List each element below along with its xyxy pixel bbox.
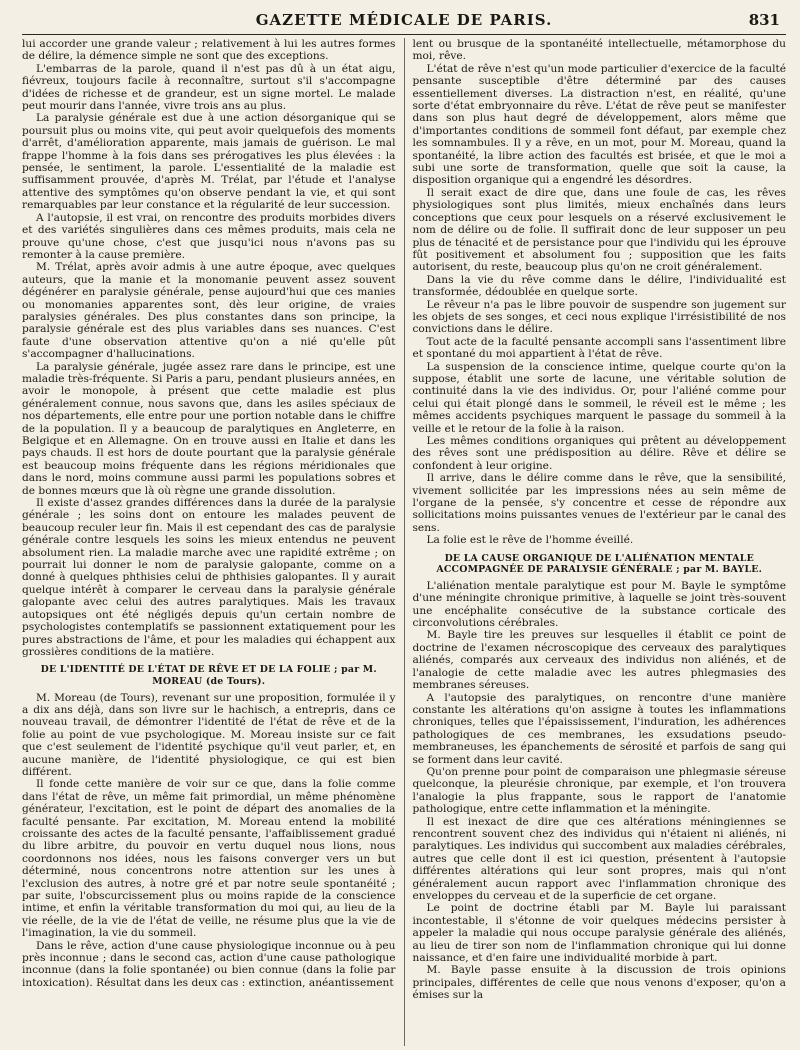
paragraph: Il serait exact de dire que, dans une foule de cas, les rêves physiologiques sont plus limités, mieux enchaînés dans leurs conceptions que ceux pour lesquels on a réservé exclusivement le nom de délire ou de folie. Il suffirait donc de leur supposer un peu plus de ténacité et de persistance pour que l'individu qui les éprouve fût positivement et absolument fou ; supposition que les faits autorisent, du reste, beaucoup plus qu'on ne croit généralement. xyxy=(412,186,786,274)
paragraph: M. Bayle tire les preuves sur lesquelles il établit ce point de doctrine de l'examen nécroscopique des cerveaux des paralytiques aliénés, comparés aux cerveaux des individus non aliénés, et de l'analogie de cette maladie avec les autres phlegmasies des membranes séreuses. xyxy=(412,629,786,692)
paragraph: L'aliénation mentale paralytique est pour M. Bayle le symptôme d'une méningite chronique primitive, à laquelle se joint très-souvent une encéphalite consécutive de la substance corticale des circonvolutions cérébrales. xyxy=(412,579,786,630)
paragraph: La folie est le rêve de l'homme éveillé. xyxy=(426,534,634,547)
paragraph: A l'autopsie, il est vrai, on rencontre des produits morbides divers et des variétés singulières dans ces mêmes produits, mais cela ne prouve qu'une chose, c'est que jusqu'ici nous n'avons pas su remonter à la cause première. xyxy=(22,211,396,261)
paragraph: Dans la vie du rêve comme dans le délire, l'individualité est transformée, dédoublée en quelque sorte. xyxy=(412,273,786,299)
journal-title: GAZETTE MÉDICALE DE PARIS. xyxy=(255,11,553,29)
paragraph: La suspension de la conscience intime, quelque courte qu'on la suppose, établit une sorte de lacune, une véritable solution de continuité dans la vie des individus. Or, pour l'aliéné comme pour celui qui était plongé dans le sommeil, le réveil est le même ; les mêmes accidents psychiques marquent le passage du sommeil à la veille et le retour de la folie à la raison. xyxy=(412,360,786,435)
paragraph: Les mêmes conditions organiques qui prêtent au développement des rêves sont une prédisposition au délire. Rêve et délire se confondent à leur origine. xyxy=(412,435,786,472)
paragraph: Le rêveur n'a pas le libre pouvoir de suspendre son jugement sur les objets de ses songes, et ceci nous explique l'irrésistibilité de nos convictions dans le délire. xyxy=(412,298,786,336)
section-heading: DE LA CAUSE ORGANIQUE DE L'ALIÉNATION MENTALE ACCOMPAGNÉE DE PARALYSIE GÉNÉRALE ; par M. BAYLE. xyxy=(436,552,763,576)
paragraph: L'état de rêve n'est qu'un mode particulier d'exercice de la faculté pensante susceptible d'être déterminé par des causes essentiellement diverses. La distraction n'est, en réalité, qu'une sorte d'état embryonnaire du rêve. L'état de rêve peut se manifester dans son plus haut degré de développement, alors même que d'importantes conditions de sommeil font défaut, par exemple chez les somnambules. Il y a rêve, en un mot, pour M. Moreau, quand la spontanéité, la libre action des facultés est brisée, et que le moi a subi une sorte de transformation, quelle que soit la cause, la disposition organique qui a engendré les désordres. xyxy=(412,62,786,187)
paragraph: Le point de doctrine établi par M. Bayle lui paraissant incontestable, il s'étonne de voir quelques médecins persister à appeler la maladie qui nous occupe paralysie générale des aliénés, au lieu de tirer son nom de l'inflammation chronique qui lui donne naissance, et d'en faire une individualité morbide à part. xyxy=(412,902,786,965)
paragraph: Dans le rêve, action d'une cause physiologique inconnue ou à peu près inconnue ; dans le second cas, action d'une cause pathologique inconnue (dans la folie spontanée) ou bien connue (dans la folie par intoxication). Résultat dans les deux cas : extinction, anéantissement xyxy=(22,939,396,989)
paragraph: M. Trélat, après avoir admis à une autre époque, avec quelques auteurs, que la manie et la monomanie peuvent assez souvent dégénérer en paralysie générale, pense aujourd'hui que ces manies ou monomanies apparentes sont, dès leur origine, de vraies paralysies générales. Des plus constantes dans son principe, la paralysie générale est des plus variables dans ses nuances. C'est faute d'une observation attentive qu'on a nié qu'elle pût s'accompagner d'hallucinations. xyxy=(22,261,396,361)
left-column xyxy=(22,38,405,1046)
paragraph: Il existe d'assez grandes différences dans la durée de la paralysie générale ; les soins dont on entoure les malades peuvent de beaucoup reculer leur fin. Mais il est cependant des cas de paralysie générale contre lesquels les soins les mieux entendus ne peuvent absolument rien. La maladie marche avec une rapidité extrême ; on pourrait lui donner le nom de paralysie galopante, comme on a donné à quelques phthisies celui de phthisies galopantes. Il y aurait quelque intérêt à comparer le cerveau dans la paralysie générale galopante avec celui des autres paralytiques. Mais les travaux autopsiques ont été négligés depuis qu'un certain nombre de psychologistes contemplatifs se passionnent extatiquement pour les pures abstractions de l'âme, et pour les maladies qui échappent aux grossières conditions de la matière. xyxy=(22,497,396,658)
right-column xyxy=(405,38,787,1046)
paragraph: L'embarras de la parole, quand il n'est pas dû à un état aigu, fiévreux, toujours facile à reconnaître, surtout s'il s'accompagne d'idées de richesse et de grandeur, est un signe mortel. Le malade peut mourir dans l'année, vivre trois ans au plus. xyxy=(22,62,396,113)
paragraph: Il est inexact de dire que ces altérations méningiennes se rencontrent souvent chez des individus qui n'étaient ni aliénés, ni paralytiques. Les individus qui succombent aux maladies cérébrales, autres que celle dont il est ici question, présentent à l'autopsie différentes altérations qui leur sont propres, mais qui n'ont généralement aucun rapport avec l'inflammation chronique des enveloppes du cerveau et de la superficie de cet organe. xyxy=(412,815,786,902)
paragraph: Tout acte de la faculté pensante accompli sans l'assentiment libre et spontané du moi appartient à l'état de rêve. xyxy=(412,335,786,361)
paragraph: La paralysie générale est due à une action désorganique qui se poursuit plus ou moins vite, qui peut avoir quelquefois des moments d'arrêt, d'amélioration apparente, mais jamais de guérison. Le mal frappe l'homme à la fois dans ses prérogatives les plus élevées : la pensée, le sentiment, la parole. L'essentialité de la maladie est suffisamment prouvée, d'après M. Trélat, par l'étude et l'analyse attentive des symptômes qu'on observe pendant la vie, et qui sont remarquables par leur constance et la régularité de leur succession. xyxy=(22,112,396,212)
paragraph: Qu'on prenne pour point de comparaison une phlegmasie séreuse quelconque, la pleurésie chronique, par exemple, et l'on trouvera l'analogie la plus frappante, sous le rapport de l'anatomie pathologique, entre cette inflammation et la méningite. xyxy=(412,765,786,816)
running-header xyxy=(22,0,786,35)
paragraph: Il arrive, dans le délire comme dans le rêve, que la sensibilité, vivement sollicitée par les impressions nées au sein même de l'organe de la pensée, s'y concentre et cesse de répondre aux sollicitations moins puissantes venues de l'extérieur par le canal des sens. xyxy=(412,472,786,534)
paragraph: M. Moreau (de Tours), revenant sur une proposition, formulée il y a dix ans déjà, dans son livre sur le hachisch, a entrepris, dans ce nouveau travail, de démontrer l'identité de l'état de rêve et de la folie au point de vue psychologique. M. Moreau insiste sur ce fait que c'est seulement de l'identité psychique qu'il veut parler, et, en aucune manière, de l'identité physiologique, ce qui est bien différent. xyxy=(22,691,396,778)
paragraph: Il fonde cette manière de voir sur ce que, dans la folie comme dans l'état de rêve, un même fait primordial, un même phénomène générateur, l'excitation, est le point de départ des anomalies de la faculté pensante. Par excitation, M. Moreau entend la mobilité croissante des actes de la faculté pensante, l'affaiblissement gradué du libre arbitre, du pouvoir en vertu duquel nous lions, nous coordonnons nos idées, nous les faisons converger vers un but déterminé, nous concentrons notre attention sur les unes à l'exclusion des autres, à notre gré et par notre seule spontanéité ; par suite, l'obscurcissement plus ou moins rapide de la conscience intime, et enfin la véritable transformation du moi qui, au lieu de la vie réelle, de la vie de l'état de veille, ne résume plus que la vie de l'imagination, la vie du sommeil. xyxy=(22,778,396,940)
paragraph: A l'autopsie des paralytiques, on rencontre d'une manière constante les altérations qu'on assigne à toutes les inflammations chroniques, telles que l'épaississement, l'induration, les adhérences pathologiques de ces membranes, les exsudations pseudo-membraneuses, les épanchements de sérosité et parfois de sang qui se forment dans leur cavité. xyxy=(412,691,786,766)
section-heading: DE L'IDENTITÉ DE L'ÉTAT DE RÊVE ET DE LA FOLIE ; par M. MOREAU (de Tours). xyxy=(40,664,377,687)
paragraph: lui accorder une grande valeur ; relativement à lui les autres formes de délire, la démence simple ne sont que des exceptions. xyxy=(22,38,396,63)
paragraph: M. Bayle passe ensuite à la discussion de trois opinions principales, différentes de celle que nous venons d'exposer, qu'on a émises sur la xyxy=(412,964,786,1002)
two-column-body xyxy=(22,38,786,1046)
paragraph: La paralysie générale, jugée assez rare dans le principe, est une maladie très-fréquente. Si Paris a paru, pendant plusieurs années, en avoir le monopole, à présent que cette maladie est plus généralement connue, nous savons que, dans les asiles spéciaux de nos départements, elle entre pour une portion notable dans le chiffre de la population. Il y a beaucoup de paralytiques en Angleterre, en Belgique et en Allemagne. On en trouve aussi en Italie et dans les pays chauds. Il est hors de doute pourtant que la paralysie générale est beaucoup moins fréquente dans les régions méridionales que dans le nord, moins commune aussi parmi les populations sobres et de bonnes mœurs que là où règne une grande dissolution. xyxy=(22,360,396,497)
page-number: 831 xyxy=(748,11,780,29)
paragraph: lent ou brusque de la spontanéité intellectuelle, métamorphose du moi, rêve. xyxy=(412,38,786,63)
